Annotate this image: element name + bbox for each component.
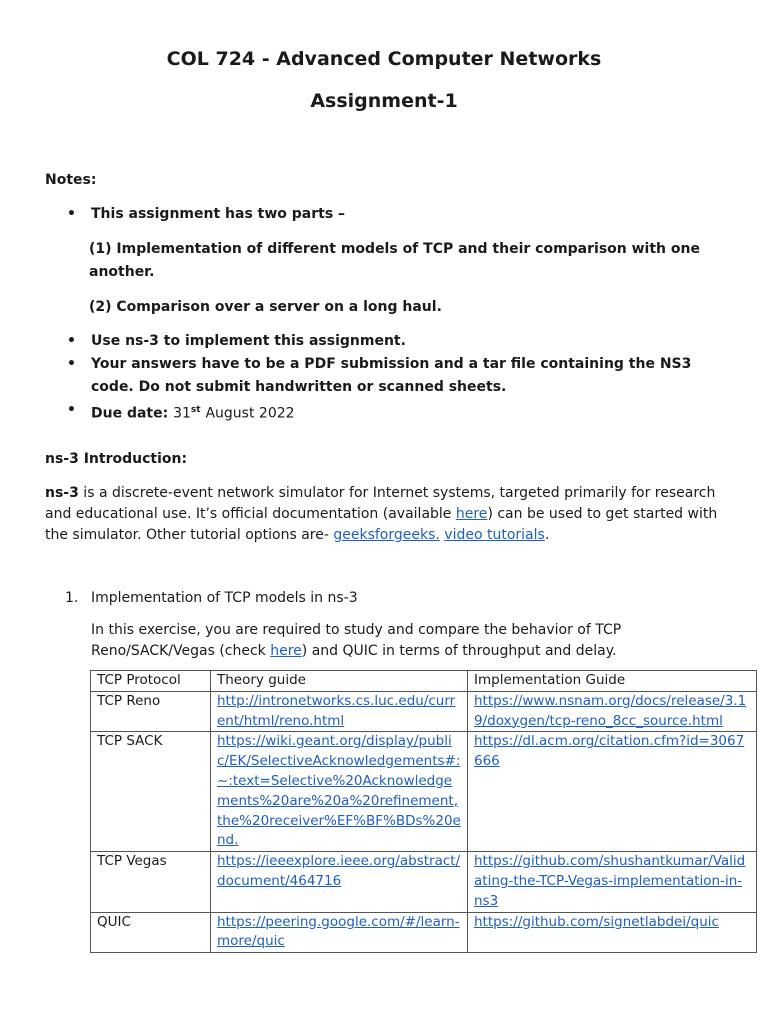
tcp-models-table xyxy=(90,670,757,953)
list-item xyxy=(45,330,735,353)
intro-paragraph xyxy=(45,483,735,546)
table-row xyxy=(91,852,757,912)
table-header-row xyxy=(91,671,757,692)
notes-bullet-3: Your answers have to be a PDF submission and a tar file containing the NS3 code. Do not submit handwritten or scanned sheets. xyxy=(91,356,692,395)
notes-heading: Notes: xyxy=(45,172,97,188)
impl-link-sack[interactable]: https://dl.acm.org/citation.cfm?id=3067666 xyxy=(474,733,745,770)
table-row xyxy=(91,691,757,732)
intro-heading: ns-3 Introduction: xyxy=(45,451,188,467)
section-1-paragraph xyxy=(65,620,745,662)
theory-link-vegas[interactable]: https://ieeexplore.ieee.org/abstract/document/464716 xyxy=(217,853,461,889)
impl-link-reno[interactable]: https://www.nsnam.org/docs/release/3.19/doxygen/tcp-reno_8cc_source.html xyxy=(474,692,747,729)
theory-link-reno[interactable]: http://intronetworks.cs.luc.edu/current/html/reno.html xyxy=(217,692,456,729)
due-date-suffix: st xyxy=(190,405,201,415)
section-1-text-1: In this exercise, you are required to study and compare the behavior of TCP Reno/SACK/Vegas (check xyxy=(91,622,622,659)
section-1-heading-row xyxy=(65,588,745,609)
impl-link-quic[interactable]: https://github.com/signetlabdei/quic xyxy=(474,913,719,930)
section-1-number: 1. xyxy=(65,590,79,606)
protocol-cell: TCP Vegas xyxy=(91,852,211,912)
bullet-icon: • xyxy=(67,402,76,418)
intro-text-2: ) can be used to get started with the simulator. Other tutorial options are- xyxy=(45,506,718,543)
protocol-cell: QUIC xyxy=(91,912,211,953)
intro-term: ns-3 xyxy=(45,485,79,501)
section-1 xyxy=(65,588,745,662)
document-subtitle: Assignment-1 xyxy=(310,90,458,112)
notes-part-2: (2) Comparison over a server on a long haul. xyxy=(89,299,442,315)
table-row xyxy=(91,732,757,852)
list-item xyxy=(45,203,735,226)
list-item xyxy=(45,399,735,426)
protocol-cell: TCP SACK xyxy=(91,732,211,852)
due-date-day: 31 xyxy=(173,405,191,422)
table-header-protocol: TCP Protocol xyxy=(91,671,211,692)
impl-cell xyxy=(468,732,757,852)
table-row xyxy=(91,912,757,953)
impl-cell xyxy=(468,852,757,912)
documentation-link[interactable]: here xyxy=(455,506,488,522)
impl-cell xyxy=(468,691,757,732)
notes-bullet-2: Use ns-3 to implement this assignment. xyxy=(91,333,406,349)
due-date-rest: August 2022 xyxy=(205,405,295,422)
table-header-implementation: Implementation Guide xyxy=(468,671,757,692)
theory-cell xyxy=(211,732,468,852)
bullet-icon: • xyxy=(67,333,76,349)
section-1-text-2: ) and QUIC in terms of throughput and delay. xyxy=(301,643,617,659)
theory-link-quic[interactable]: https://peering.google.com/#/learn-more/quic xyxy=(217,913,460,950)
impl-link-vegas[interactable]: https://github.com/shushantkumar/Validating-the-TCP-Vegas-implementation-in-ns3 xyxy=(474,853,746,909)
theory-cell xyxy=(211,691,468,732)
geeksforgeeks-link[interactable]: geeksforgeeks. xyxy=(333,527,440,543)
document-title: COL 724 - Advanced Computer Networks xyxy=(166,48,602,70)
impl-cell xyxy=(468,912,757,953)
due-date-label: Due date: xyxy=(91,405,169,422)
intro-text-1: is a discrete-event network simulator for Internet systems, targeted primarily for research and educational use. It’s official documentation (available xyxy=(45,485,716,522)
section-1-heading: Implementation of TCP models in ns-3 xyxy=(91,590,358,606)
notes-part-1: (1) Implementation of different models of TCP and their comparison with one another. xyxy=(89,241,700,280)
theory-cell xyxy=(211,912,468,953)
protocol-cell: TCP Reno xyxy=(91,691,211,732)
intro-text-3: . xyxy=(544,527,550,543)
video-tutorials-link[interactable]: video tutorials xyxy=(444,527,545,543)
bullet-icon: • xyxy=(67,356,76,372)
theory-link-sack[interactable]: https://wiki.geant.org/display/public/EK/SelectiveAcknowledgements#:~:text=Selective%20Acknowledgements%20are%20a%20refinement,the%20receiver%EF%BF%BDs%20end. xyxy=(217,733,461,849)
due-date xyxy=(91,399,735,426)
notes-list xyxy=(45,203,735,426)
theory-cell xyxy=(211,852,468,912)
list-item xyxy=(45,353,735,399)
notes-bullet-1: This assignment has two parts – xyxy=(91,206,346,222)
table-header-theory: Theory guide xyxy=(211,671,468,692)
bullet-icon: • xyxy=(67,206,76,222)
tcp-variants-link[interactable]: here xyxy=(270,643,302,659)
